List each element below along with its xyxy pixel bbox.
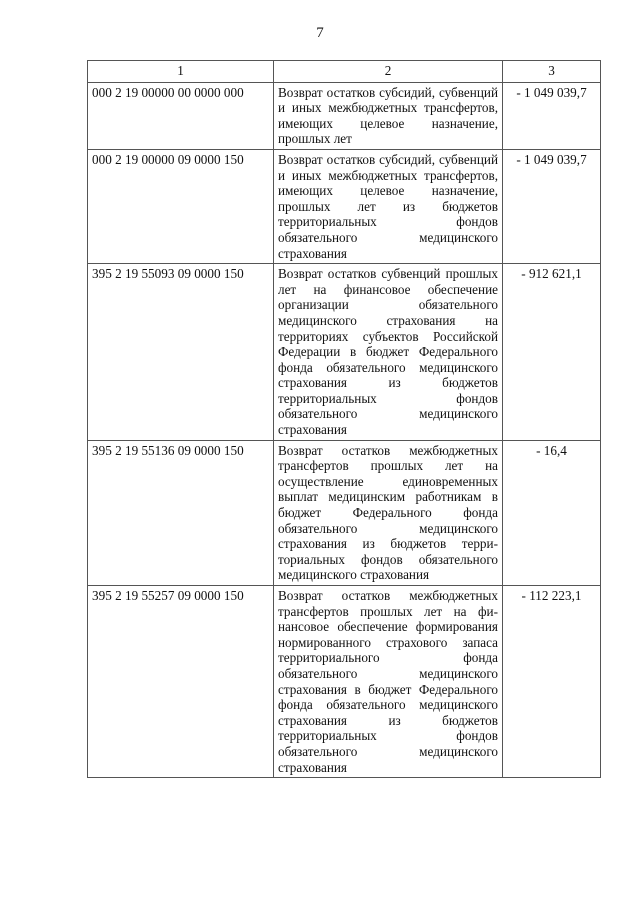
table-row [88,440,601,585]
amount-cell: - 1 049 039,7 [503,149,601,263]
budget-table [87,60,601,778]
column-header-description: 2 [274,61,503,83]
description-cell: Возврат остатков субвенций прошлых лет на финансовое обеспечение организации обязательного медицинского страхования на территориях субъектов Российской Федерации в бюджет Федерального фонда обязательного медицинского страхования из бюджетов территориальных фондов обязательного медицинского страхования [274,264,503,441]
table-row [88,264,601,441]
amount-cell: - 16,4 [503,440,601,585]
budget-code-cell: 395 2 19 55093 09 0000 150 [88,264,274,441]
description-cell: Возврат остатков субсидий, субвенций и иных межбюджетных трансфертов, имеющих целевое назначение, прошлых лет [274,82,503,149]
budget-code-cell: 000 2 19 00000 00 0000 000 [88,82,274,149]
table-header-row [88,61,601,83]
table-row [88,82,601,149]
amount-cell: - 1 049 039,7 [503,82,601,149]
page-number: 7 [316,25,324,41]
amount-cell: - 112 223,1 [503,586,601,778]
budget-code-cell: 000 2 19 00000 09 0000 150 [88,149,274,263]
column-header-amount: 3 [503,61,601,83]
description-cell: Возврат остатков межбюджетных трансфертов прошлых лет на финансовое обеспечение формирования нормированного страхового запаса территориального фонда обязательного медицинского страхования в бюджет Федерального фонда обязательного медицинского страхования из бюджетов территориальных фондов обязательного медицинского страхования [274,586,503,778]
amount-cell: - 912 621,1 [503,264,601,441]
column-header-code: 1 [88,61,274,83]
budget-code-cell: 395 2 19 55257 09 0000 150 [88,586,274,778]
description-cell: Возврат остатков субсидий, субвенций и иных межбюджетных трансфертов, имеющих целевое назначение, прошлых лет из бюджетов территориальных фондов обязательного медицинского страхования [274,149,503,263]
budget-code-cell: 395 2 19 55136 09 0000 150 [88,440,274,585]
table-row [88,149,601,263]
description-cell: Возврат остатков межбюджетных трансфертов прошлых лет на осуществление единовременных выплат медицинским работникам в бюджет Федерального фонда обязательного медицинского страхования из бюджетов территориальных фондов обязательного медицинского страхования [274,440,503,585]
table-row [88,586,601,778]
